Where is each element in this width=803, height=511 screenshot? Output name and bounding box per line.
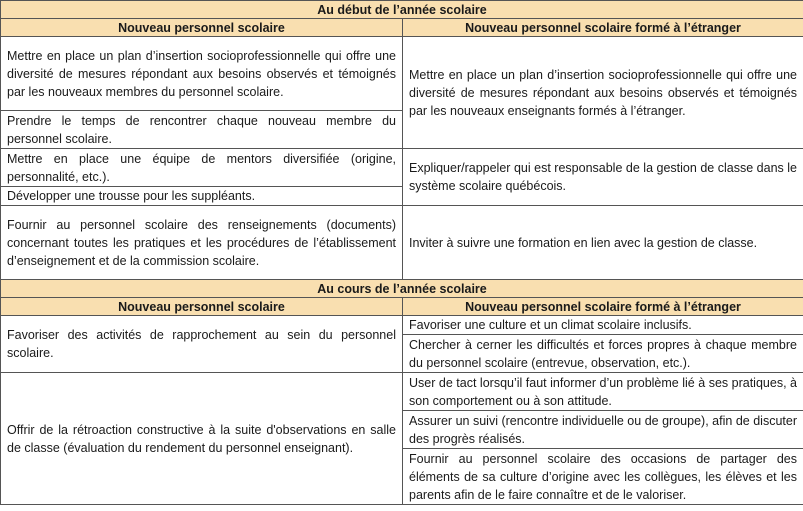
table-cell: Mettre en place un plan d’insertion socioprofessionnelle qui offre une diversité de mesures répondant aux besoins observés et témoignés par les nouveaux enseignants formés à l’étranger. [403, 37, 803, 149]
table-cell: Assurer un suivi (rencontre individuelle ou de groupe), afin de discuter des progrès réalisés. [403, 411, 803, 449]
table-cell: Offrir de la rétroaction constructive à la suite d'observations en salle de classe (évaluation du rendement du personnel enseignant). [1, 373, 403, 505]
table-cell: Prendre le temps de rencontrer chaque nouveau membre du personnel scolaire. [1, 111, 403, 149]
table-cell: User de tact lorsqu’il faut informer d’un problème lié à ses pratiques, à son comportement ou à son attitude. [403, 373, 803, 411]
table-cell: Mettre en place un plan d’insertion socioprofessionnelle qui offre une diversité de mesures répondant aux besoins observés et témoignés par les nouveaux membres du personnel scolaire. [1, 37, 403, 111]
table-cell: Expliquer/rappeler qui est responsable de la gestion de classe dans le système scolaire québécois. [403, 149, 803, 206]
table-cell: Favoriser une culture et un climat scolaire inclusifs. [403, 316, 803, 335]
table-cell: Inviter à suivre une formation en lien avec la gestion de classe. [403, 206, 803, 280]
table-cell: Mettre en place une équipe de mentors diversifiée (origine, personnalité, etc.). [1, 149, 403, 187]
section-title-start-of-year: Au début de l’année scolaire [1, 1, 803, 19]
table-cell: Fournir au personnel scolaire des renseignements (documents) concernant toutes les pratiques et les procédures de l’établissement d’enseignement et de la commission scolaire. [1, 206, 403, 280]
column-header-new-staff: Nouveau personnel scolaire [1, 19, 403, 37]
table-cell: Fournir au personnel scolaire des occasions de partager des éléments de sa culture d’origine avec les collègues, les élèves et les parents afin de le faire connaître et de le valoriser. [403, 449, 803, 505]
table-cell: Développer une trousse pour les suppléants. [1, 187, 403, 206]
table-cell: Chercher à cerner les difficultés et forces propres à chaque membre du personnel scolaire (entrevue, observation, etc.). [403, 335, 803, 373]
column-header-foreign-trained-staff: Nouveau personnel scolaire formé à l’étranger [403, 298, 803, 316]
column-header-new-staff: Nouveau personnel scolaire [1, 298, 403, 316]
column-header-foreign-trained-staff: Nouveau personnel scolaire formé à l’étranger [403, 19, 803, 37]
table-cell: Favoriser des activités de rapprochement au sein du personnel scolaire. [1, 316, 403, 373]
section-title-during-year: Au cours de l’année scolaire [1, 280, 803, 298]
